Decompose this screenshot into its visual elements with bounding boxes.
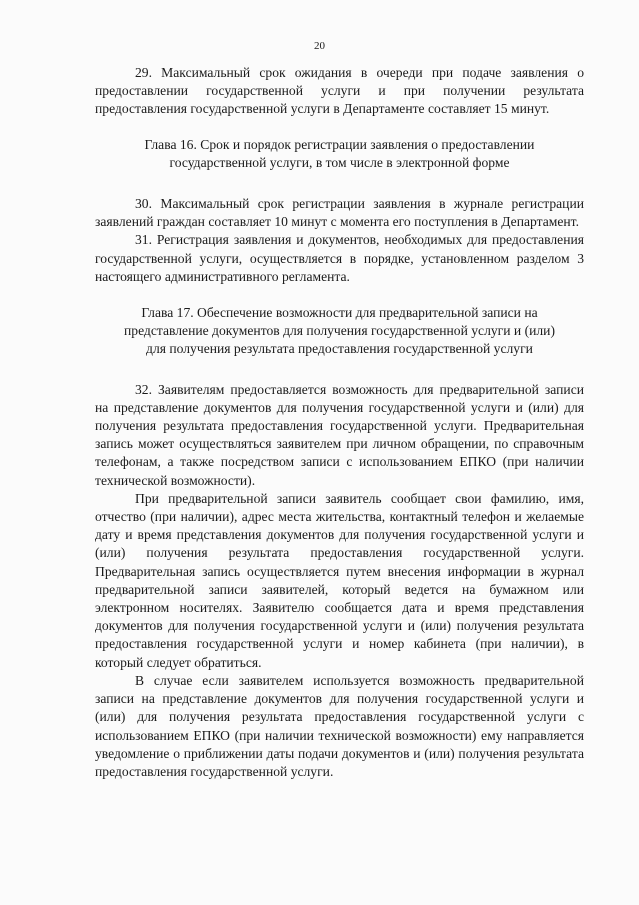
chapter-17-heading-line: представление документов для получения государственной услуги и (или): [124, 323, 555, 339]
chapter-16-heading-line: Глава 16. Срок и порядок регистрации заявления о предоставлении: [144, 136, 535, 152]
page-content: [95, 64, 584, 781]
page-number: 20: [314, 40, 325, 52]
paragraph-31: 31. Регистрация заявления и документов, необходимых для предоставления государственной услуги, осуществляется в порядке, установленном разделом 3 настоящего административного регламента.: [95, 232, 584, 284]
chapter-16-heading: [95, 136, 584, 172]
paragraph-29: 29. Максимальный срок ожидания в очереди при подаче заявления о предоставлении государственной услуги и при получении результата предоставления государственной услуги в Департаменте составляет 15 минут.: [95, 65, 584, 117]
spacer: [95, 119, 584, 136]
paragraph-32-preregistration: При предварительной записи заявитель сообщает свои фамилию, имя, отчество (при наличии), адрес места жительства, контактный телефон и желаемые дату и время представления документов для получения государственной услуги и (или) получения результата предоставления государственной услуги. Предварительная запись осуществляется путем внесения информации в журнал предварительной записи заявителей, который ведется на бумажном или электронном носителях. Заявителю сообщается дата и время представления документов для получения государственной услуги и (или) получения результата предоставления государственной услуги и номер кабинета (при наличии), в который следует обратиться.: [95, 490, 584, 670]
paragraph-30: 30. Максимальный срок регистрации заявления в журнале регистрации заявлений граждан составляет 10 минут с момента его поступления в Департамент.: [95, 196, 584, 230]
paragraph-32: 32. Заявителям предоставляется возможность для предварительной записи на представление документов для получения государственной услуги и (или) для получения результата предоставления государственной услуги. Предварительная запись может осуществляться заявителем при личном обращении, по справочным телефонам, а также посредством записи с использованием ЕПКО (при наличии технической возможности).: [95, 381, 584, 488]
spacer: [95, 286, 584, 304]
chapter-17-heading-line: Глава 17. Обеспечение возможности для предварительной записи на: [141, 305, 538, 321]
chapter-17-heading: [95, 304, 584, 359]
spacer: [95, 172, 584, 195]
chapter-16-heading-line: государственной услуги, в том числе в электронной форме: [169, 154, 510, 170]
spacer: [95, 359, 584, 381]
paragraph-32-notification: В случае если заявителем используется возможность предварительной записи на представление документов для получения государственной услуги и (или) для получения результата предоставления государственной услуги с использованием ЕПКО (при наличии технической возможности) ему направляется уведомление о приближении даты подачи документов и (или) получения результата предоставления государственной услуги.: [95, 672, 584, 779]
chapter-17-heading-line: для получения результата предоставления государственной услуги: [146, 341, 533, 357]
